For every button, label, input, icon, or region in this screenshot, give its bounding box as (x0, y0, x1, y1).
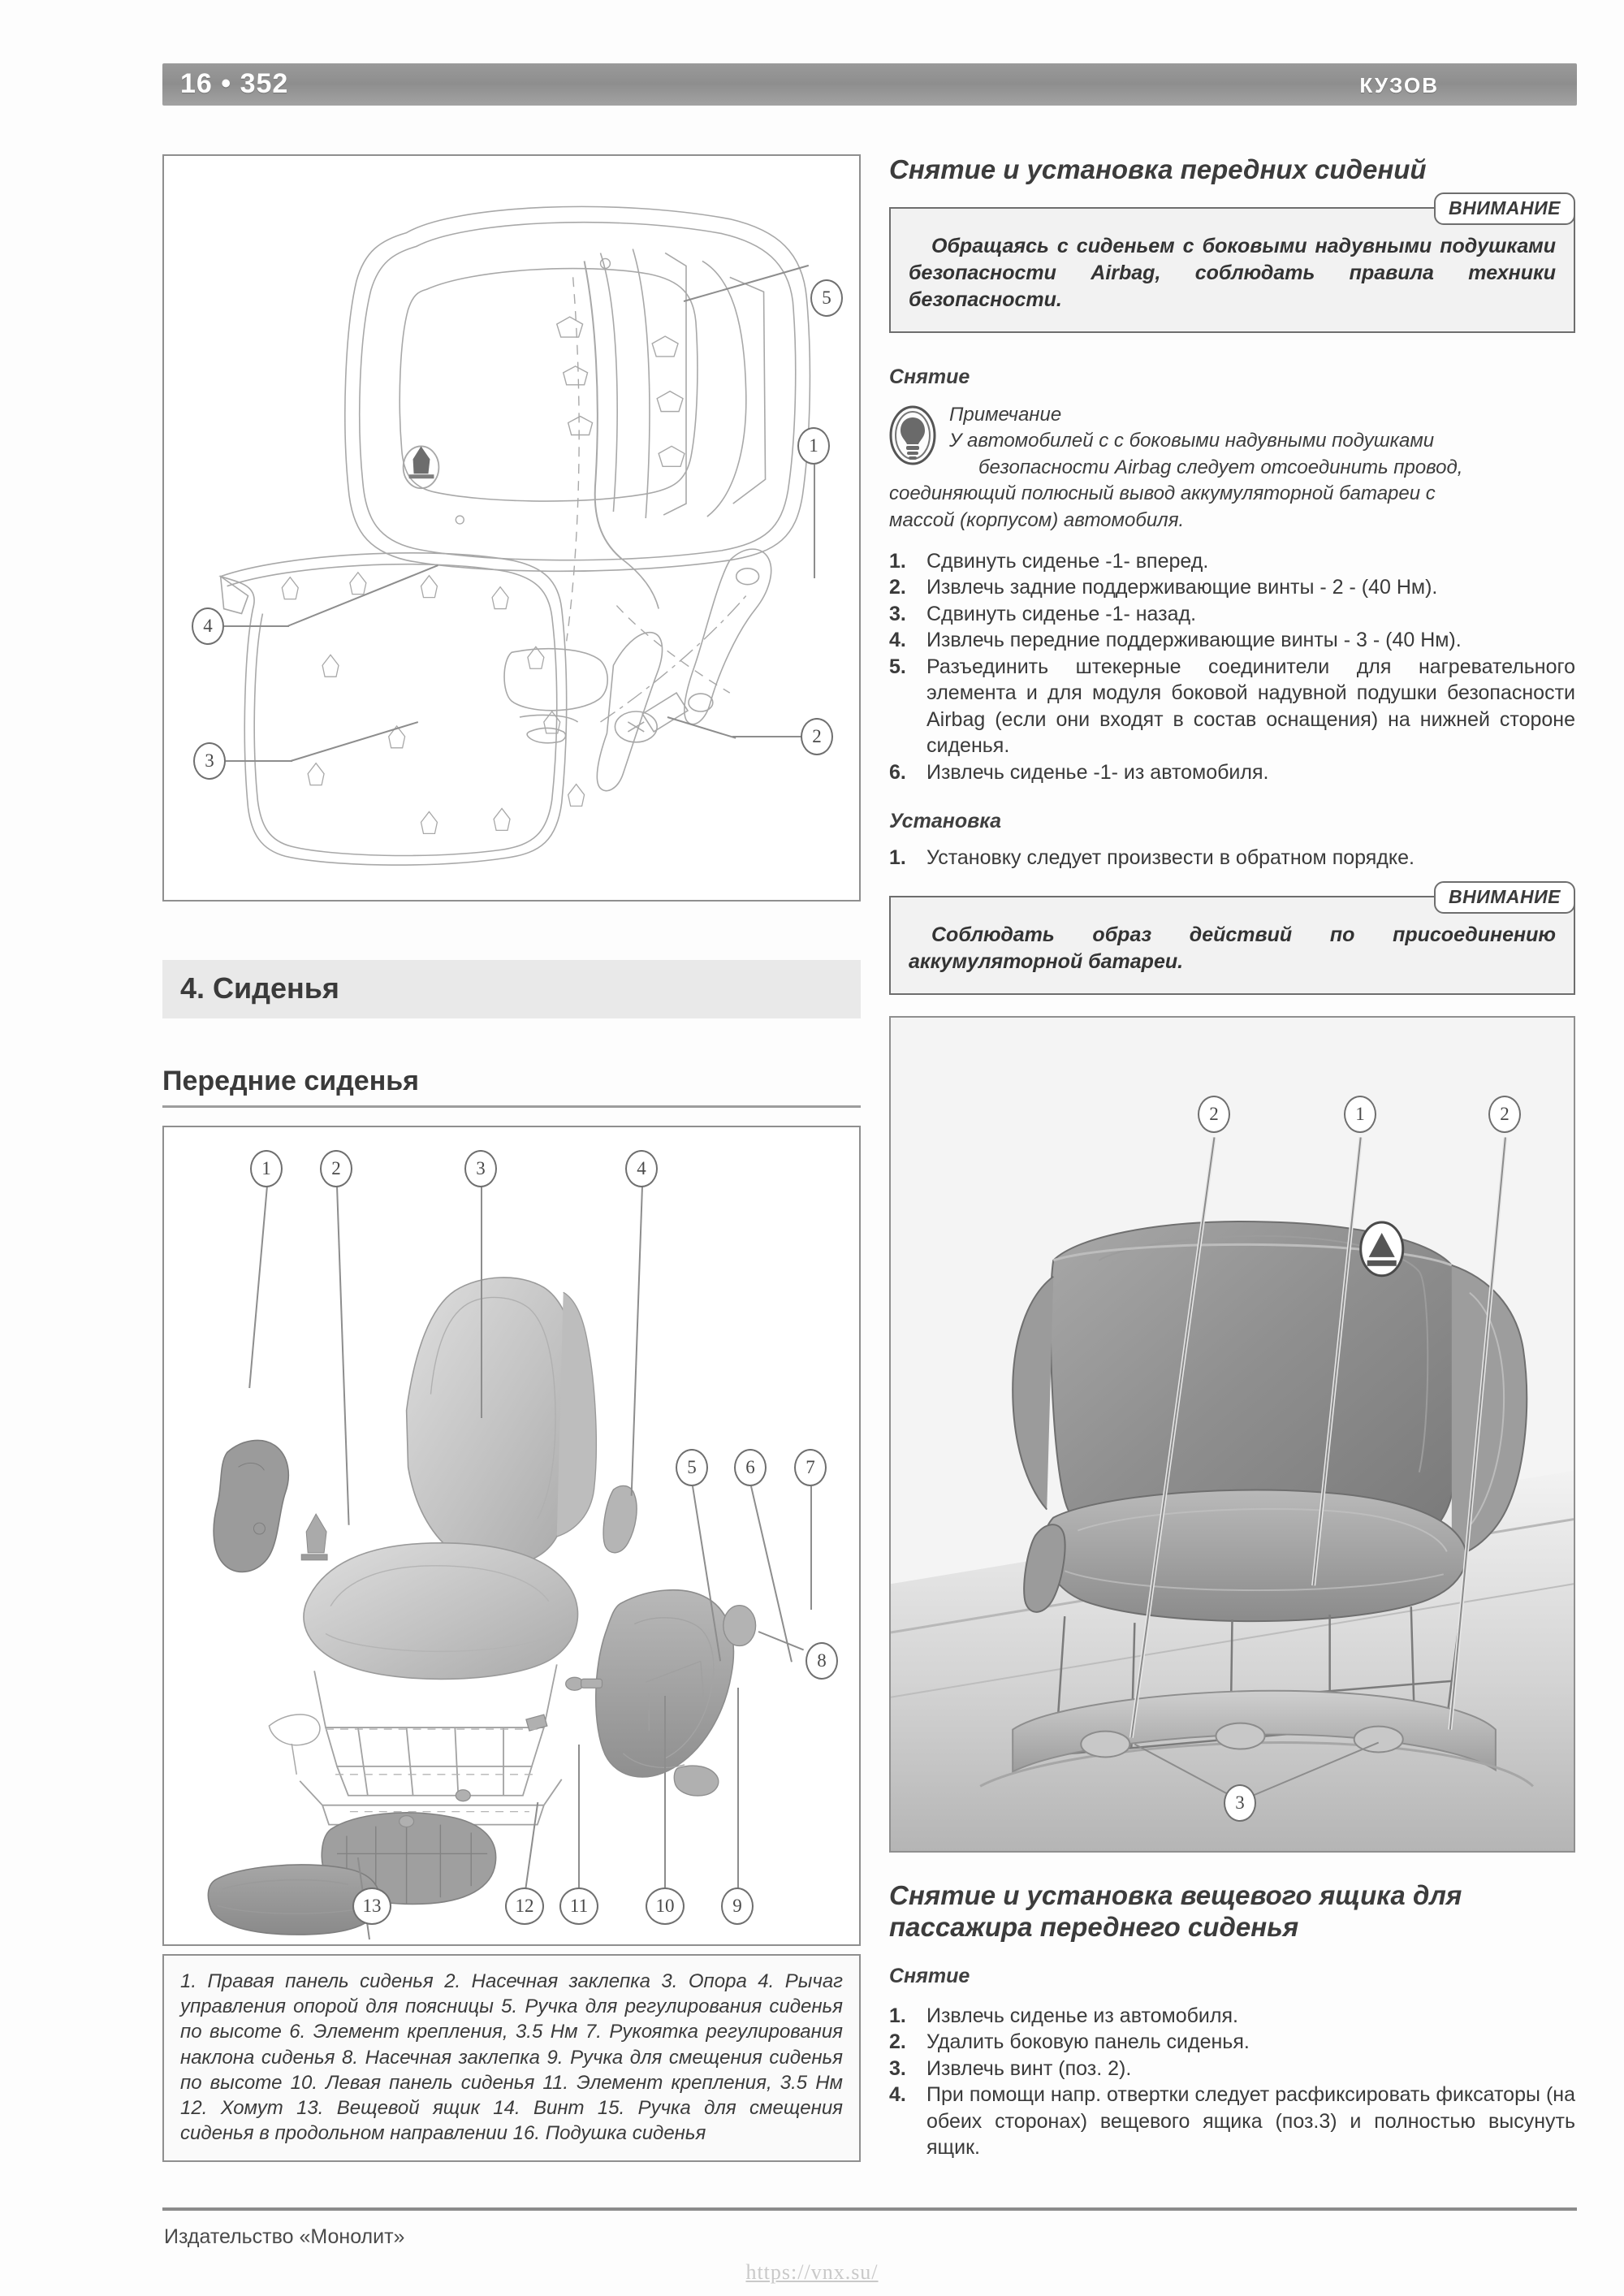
leader-line (732, 736, 802, 737)
step-number: 5. (889, 655, 906, 678)
attention-text: Соблюдать образ действий по присоединению аккумуляторной батареи. (909, 923, 1556, 973)
section-title-glovebox: Снятие и установка вещевого ящика для пассажира переднего сиденья (889, 1879, 1462, 1942)
leader-line (664, 1696, 666, 1889)
heading-installation-1: Установка (889, 810, 1002, 833)
figure-caption-text: 1. Правая панель сиденья 2. Насечная заклепка 3. Опора 4. Рычаг управления опорой для поясницы 5. Ручка для регулирования сиденья по высоте 6. Элемент крепления, 3.5 Нм 7. Рукоятка регулирования наклона сиденья 8. Насечная заклепка 9. Ручка для смещения сиденья по высоте 10. Левая панель сиденья 11. Элемент крепления, 3.5 Нм 12. Хомут 13. Вещевой ящик 14. Винт 15. Ручка для смещения сиденья в продольном направлении 16. Подушка сиденья (180, 1970, 843, 2145)
front-seat-drawing (164, 1127, 859, 1944)
list-item (889, 2082, 1575, 2161)
step-number: 2. (889, 2030, 906, 2054)
footer-rule (162, 2207, 1577, 2211)
list-item (889, 2029, 1575, 2056)
callout-10: 10 (646, 1887, 685, 1925)
leader-line (481, 1186, 482, 1418)
attention-tag: ВНИМАНИЕ (1434, 192, 1575, 225)
callout-12: 12 (505, 1887, 544, 1925)
step-number: 4. (889, 629, 906, 652)
attention-box-battery (889, 885, 1575, 995)
callout-6: 6 (734, 1449, 767, 1486)
list-item (889, 601, 1575, 628)
list-item (889, 845, 1575, 871)
attention-tag: ВНИМАНИЕ (1434, 881, 1575, 914)
removal-steps-front-seats (889, 548, 1575, 786)
note-line-3: соединяющий полюсный вывод аккумуляторной батареи с (889, 482, 1436, 505)
list-item (889, 2003, 1575, 2030)
step-number: 2. (889, 576, 906, 599)
chapter-band (162, 960, 861, 1018)
step-text: Разъединить штекерные соединители для нагревательного элемента и для модуля боковой надувной подушки безопасности Airbag (если они входят в состав оснащения) на нижней стороне сиденья. (926, 655, 1575, 758)
callout-9: 9 (721, 1887, 754, 1925)
step-text: Извлечь винт (поз. 2). (926, 2056, 1132, 2080)
callout-1: 1 (250, 1150, 283, 1187)
step-number: 4. (889, 2083, 906, 2107)
right-column (889, 154, 1575, 2161)
callout-5: 5 (810, 279, 843, 317)
step-number: 1. (889, 846, 906, 870)
installation-steps-front-seats (889, 845, 1575, 871)
list-item (889, 574, 1575, 601)
callout-3: 3 (193, 742, 226, 780)
step-number: 1. (889, 2004, 906, 2027)
callout-4: 4 (625, 1150, 658, 1187)
step-number: 6. (889, 760, 906, 784)
callout-8: 8 (806, 1642, 838, 1680)
topic-heading-wrap (162, 1066, 861, 1108)
leader-line (814, 465, 815, 578)
leader-line (737, 1688, 739, 1889)
leader-line (578, 1745, 580, 1889)
callout-2-right: 2 (1488, 1096, 1521, 1133)
attention-box-airbag (889, 197, 1575, 333)
topic-rule (162, 1105, 861, 1108)
heading-removal-1: Снятие (889, 365, 970, 388)
leader-line (224, 625, 289, 627)
seat-photo-illustration (891, 1018, 1574, 1851)
note-text (889, 402, 1575, 534)
list-item (889, 654, 1575, 759)
figure-seat-photo (889, 1016, 1575, 1853)
callout-5: 5 (676, 1449, 708, 1486)
list-item (889, 627, 1575, 654)
callout-3: 3 (464, 1150, 497, 1187)
lightbulb-icon (889, 405, 936, 465)
step-text: Извлечь передние поддерживающие винты - 3 - (40 Нм). (926, 629, 1462, 652)
callout-1: 1 (1344, 1096, 1376, 1133)
callout-2-left: 2 (1198, 1096, 1230, 1133)
section-label: КУЗОВ (1359, 73, 1439, 97)
removal-steps-glovebox (889, 2003, 1575, 2161)
note-line-2: безопасности Airbag следует отсоединить провод, (978, 456, 1463, 478)
topic-heading: Передние сиденья (162, 1066, 419, 1096)
step-text: Извлечь задние поддерживающие винты - 2 - (40 Нм). (926, 576, 1438, 599)
watermark-url: https://vnx.su/ (745, 2260, 879, 2284)
callout-11: 11 (559, 1887, 598, 1925)
door-panel-drawing (164, 156, 859, 900)
step-text: Установку следует произвести в обратном порядке. (926, 846, 1415, 870)
callout-2: 2 (801, 718, 833, 755)
list-item (889, 2056, 1575, 2082)
callout-3: 3 (1224, 1784, 1256, 1822)
step-number: 3. (889, 2056, 906, 2080)
figure-door-panel (162, 154, 861, 902)
callout-2: 2 (320, 1150, 352, 1187)
step-text: Извлечь сиденье -1- из автомобиля. (926, 760, 1269, 784)
leader-line (226, 760, 292, 762)
step-text: При помощи напр. отвертки следует расфиксировать фиксаторы (на обеих сторонах) вещевого ящика (поз.3) и полностью высунуть ящик. (926, 2083, 1575, 2160)
publisher-name: Издательство «Монолит» (164, 2225, 405, 2248)
callout-7: 7 (794, 1449, 827, 1486)
page-number: 16 • 352 (180, 68, 289, 99)
figure-caption-box (162, 1954, 861, 2162)
list-item (889, 548, 1575, 575)
step-text: Извлечь сиденье из автомобиля. (926, 2004, 1238, 2027)
attention-text: Обращаясь с сиденьем с боковыми надувными подушками безопасности Airbag, соблюдать правила техники безопасности. (909, 234, 1556, 311)
figure-front-seat (162, 1126, 861, 1946)
note-line-1: У автомобилей с с боковыми надувными подушками (949, 430, 1435, 452)
heading-removal-2: Снятие (889, 1964, 970, 1987)
step-number: 1. (889, 549, 906, 573)
leader-line (810, 1486, 812, 1610)
note-title: Примечание (949, 403, 1062, 426)
callout-1: 1 (797, 427, 830, 465)
step-text: Сдвинуть сиденье -1- вперед. (926, 549, 1209, 573)
step-text: Удалить боковую панель сиденья. (926, 2030, 1250, 2054)
left-column (162, 154, 861, 2162)
section-title-front-seats: Снятие и установка передних сидений (889, 154, 1427, 184)
chapter-heading: 4. Сиденья (180, 971, 339, 1005)
step-number: 3. (889, 602, 906, 625)
note-block (889, 402, 1575, 534)
step-text: Сдвинуть сиденье -1- назад. (926, 602, 1197, 625)
note-line-4: массой (корпусом) автомобиля. (889, 508, 1185, 531)
callout-13: 13 (352, 1887, 391, 1925)
callout-4: 4 (192, 608, 224, 645)
list-item (889, 759, 1575, 786)
